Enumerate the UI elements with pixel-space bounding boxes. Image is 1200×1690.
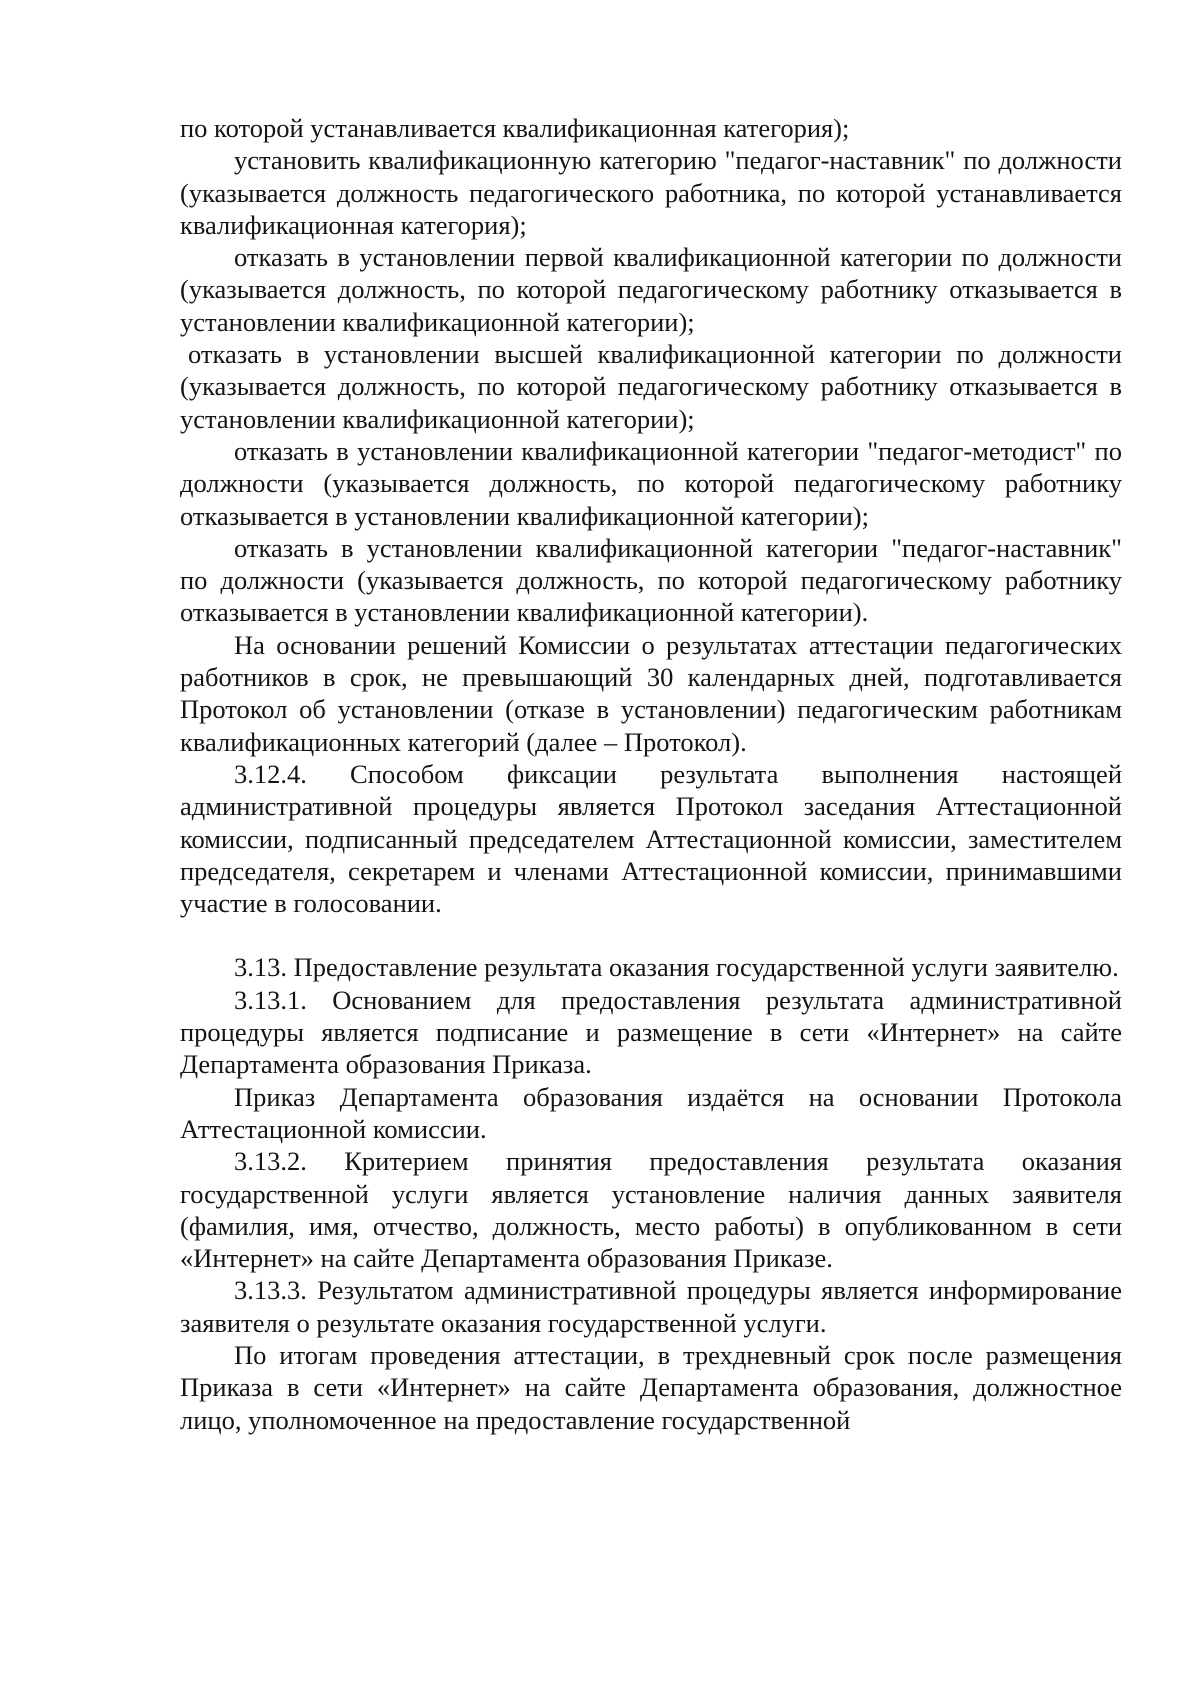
paragraph-3-13-1: 3.13.1. Основанием для предоставления результата административной процедуры является подписание и размещение в сети «Интернет» на сайте Департамента образования Приказа. [180,984,1122,1080]
paragraph-protocol-preparation: На основании решений Комиссии о результатах аттестации педагогических работников в срок, не превышающий 30 календарных дней, подготавливается Протокол об установлении (отказе в установлении) педагогическим работникам квалификационных категорий (далее – Протокол). [180,629,1122,757]
paragraph-3-13-3: 3.13.3. Результатом административной процедуры является информирование заявителя о результате оказания государственной услуги. [180,1275,1122,1338]
paragraph-order-issued: Приказ Департамента образования издаётся на основании Протокола Аттестационной комиссии. [180,1081,1122,1144]
paragraph-3-13-2: 3.13.2. Критерием принятия предоставления результата оказания государственной услуги является установление наличия данных заявителя (фамилия, имя, отчество, должность, место работы) в опубликованном в сети «Интернет» на сайте Департамента образования Приказе. [180,1146,1122,1274]
paragraph-continuation: по которой устанавливается квалификационная категория); [180,113,850,143]
paragraph-refuse-mentor-category: отказать в установлении квалификационной категории "педагог-наставник" по должности (указывается должность, по которой педагогическому работнику отказывается в установлении квалификационной категории). [180,532,1122,628]
paragraph-refuse-highest-category: отказать в установлении высшей квалификационной категории по должности (указывается должность, по которой педагогическому работнику отказывается в установлении квалификационной категории); [180,339,1122,434]
paragraph-attestation-results: По итогам проведения аттестации, в трехдневный срок после размещения Приказа в сети «Интернет» на сайте Департамента образования, должностное лицо, уполномоченное на предоставление государственной [180,1339,1122,1435]
paragraph-3-12-4: 3.12.4. Способом фиксации результата выполнения настоящей административной процедуры является Протокол заседания Аттестационной комиссии, подписанный председателем Аттестационной комиссии, заместителем председателя, секретарем и членами Аттестационной комиссии, принимавшими участие в голосовании. [180,758,1122,919]
paragraph-3-13: 3.13. Предоставление результата оказания государственной услуги заявителю. [234,952,1119,983]
document-page [180,112,1122,1436]
paragraph-mentor-category: установить квалификационную категорию "педагог-наставник" по должности (указывается должность педагогического работника, по которой устанавливается квалификационная категория); [180,145,1122,240]
paragraph-refuse-first-category: отказать в установлении первой квалификационной категории по должности (указывается должность, по которой педагогическому работнику отказывается в установлении квалификационной категории); [180,242,1122,337]
paragraph-refuse-methodist-category: отказать в установлении квалификационной категории "педагог-методист" по должности (указывается должность, по которой педагогическому работнику отказывается в установлении квалификационной категории); [180,435,1122,531]
